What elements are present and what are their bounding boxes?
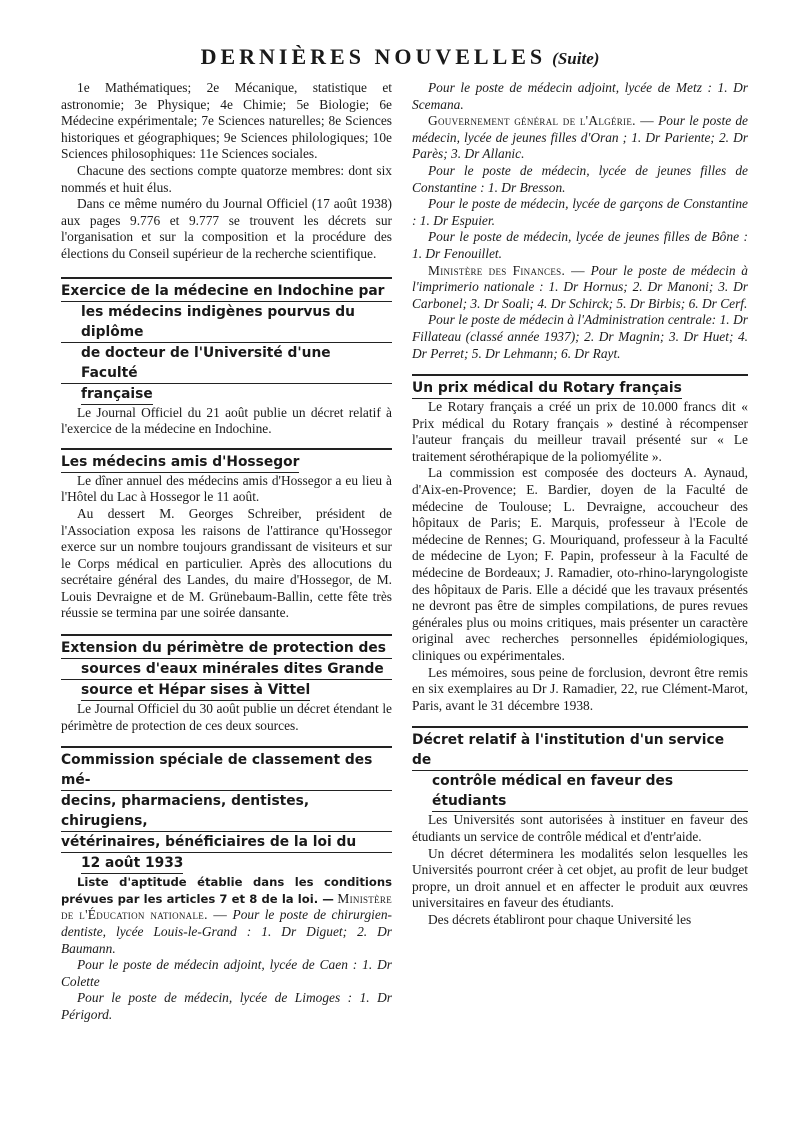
title-text: DERNIÈRES NOUVELLES [200,44,547,69]
paragraph: Les Universités sont autorisées à instituer en faveur des étudiants un service de contrôle médical et d'entr'aide. [412,812,748,844]
title-suite: (Suite) [552,49,600,68]
paragraph: Le Rotary français a créé un prix de 10.000 francs dit « Prix médical du Rotary français » destiné à récompenser l'auteur français du meilleur travail présenté sur « Le traitement sérothérapique de la poliomyélite ». [412,399,748,464]
post-text: Pour le poste de chirurgien-dentiste, lycée Louis-le-Grand : 1. Dr Diguet; 2. Dr Baumann. [61,907,392,956]
heading-line: contrôle médical en faveur des étudiants [432,771,748,812]
right-column [412,80,748,929]
paragraph: Au dessert M. Georges Schreiber, président de l'Association exposa les raisons de l'attirance qu'Hossegor exerce sur un nombre toujours grandissant de visiteurs et sur le Corps médical en particulier. Après des allocutions du secrétaire général des Landes, du maire d'Hossegor, de M. Louis Devraigne et de M. Grünebaum-Ballin, cette fête très réussie se termina par une soirée dansante. [61,505,392,621]
paragraph: Le Journal Officiel du 30 août publie un décret étendant le périmètre de protection de ces deux sources. [61,701,392,733]
paragraph: Pour le poste de médecin adjoint, lycée de Metz : 1. Dr Scemana. [412,80,748,112]
list-intro: Liste d'aptitude établie dans les conditions prévues par les articles 7 et 8 de la loi. — [61,875,392,906]
left-column [61,80,392,1024]
section-heading-controle-medical [412,726,748,812]
paragraph: Pour le poste de médecin, lycée de garçons de Constantine : 1. Dr Espuier. [412,196,748,228]
paragraph: Pour le poste de médecin, lycée de Limoges : 1. Dr Périgord. [61,990,392,1022]
paragraph: Dans ce même numéro du Journal Officiel (17 août 1938) aux pages 9.776 et 9.777 se trouvent les décrets sur l'organisation et sur la composition et la procédure des élections du Conseil supérieur de la recherche scientifique. [61,196,392,261]
paragraph: Pour le poste de médecin, lycée de jeunes filles de Constantine : 1. Dr Bresson. [412,162,748,195]
heading-line: française [81,384,153,405]
heading-line: Un prix médical du Rotary français [412,378,682,399]
section-heading-vittel [61,634,392,701]
paragraph: Chacune des sections compte quatorze membres: dont six nommés et huit élus. [61,162,392,195]
paragraph [61,874,392,957]
heading-line: source et Hépar sises à Vittel [81,680,310,701]
ministry-label: Gouvernement général de l'Algérie. — [428,113,654,129]
paragraph: Le Journal Officiel du 21 août publie un décret relatif à l'exercice de la médecine en Indochine. [61,404,392,437]
section-heading-indochine [61,277,392,405]
ministry-label: Ministère des Finances. — [428,262,585,278]
heading-line: 12 août 1933 [81,853,183,874]
heading-line: sources d'eaux minérales dites Grande [61,659,392,680]
heading-line: Décret relatif à l'institution d'un service de [412,730,748,771]
section-heading-hossegor [61,448,392,473]
paragraph: Le dîner annuel des médecins amis d'Hossegor a eu lieu à l'Hôtel du Lac à Hossegor le 11 août. [61,472,392,505]
paragraph: Les mémoires, sous peine de forclusion, devront être remis en six exemplaires au Dr J. Ramadier, 22, rue Clément-Marot, Paris, avant le 31 décembre 1938. [412,664,748,713]
post-text: Pour le poste de médecin, lycée de jeunes filles d'Oran ; 1. Dr Pariente; 2. Dr Parès; 3. Dr Allanic. [412,113,748,162]
section-heading-commission [61,746,392,874]
paragraph: La commission est composée des docteurs A. Aynaud, d'Aix-en-Provence; E. Bardier, doyen de la Faculté de médecine de Toulouse; L. Devraigne, accoucheur des hôpitaux de Paris; E. Marquis, professeur à l'Ecole de médecine de Rennes; G. Mouriquand, professeur à la Faculté de médecine de Lyon; F. Papin, professeur à la Faculté de médecine de Bordeaux; J. Ramadier, oto-rhino-laryngologiste des hôpitaux de Paris. Elle a décidé que les travaux présentés ne devront pas être de simples compilations, de pures revues générales plus ou moins critiques, mais présenter un caractère original avec recherches personnelles épidémiologiques, cliniques ou expérimentales. [412,465,748,663]
paragraph: Des décrets établiront pour chaque Université les [428,911,692,927]
section-heading-rotary [412,374,748,399]
heading-line: Commission spéciale de classement des mé- [61,750,392,791]
heading-line: vétérinaires, bénéficiaires de la loi du [61,832,392,853]
heading-line: les médecins indigènes pourvus du diplôme [61,302,392,343]
heading-line: Les médecins amis d'Hossegor [61,452,299,473]
paragraph [412,263,748,313]
page-title [0,44,800,70]
paragraph [412,113,748,163]
ministry-label: Ministère de l'Éducation nationale. — [61,890,392,923]
heading-line: Exercice de la médecine en Indochine par [61,281,392,302]
paragraph: Pour le poste de médecin adjoint, lycée de Caen : 1. Dr Colette [61,957,392,989]
heading-line: Extension du périmètre de protection des [61,638,392,659]
heading-line: decins, pharmaciens, dentistes, chirugiens, [61,791,392,832]
heading-line: de docteur de l'Université d'une Faculté [61,343,392,384]
paragraph: Pour le poste de médecin à l'Administration centrale: 1. Dr Fillateau (classé année 1937); 2. Dr Magnin; 3. Dr Huet; 4. Dr Perret; 5. Dr Lehmann; 6. Dr Rayt. [412,312,748,361]
paragraph: 1e Mathématiques; 2e Mécanique, statistique et astronomie; 3e Physique; 4e Chimie; 5e Biologie; 6e Médecine expérimentale; 7e Sciences naturelles; 8e Sciences historiques et géographiques; 9e Sciences philologiques; 10e Sciences philosophiques: 11e Sciences sociales. [61,80,392,162]
post-text: Pour le poste de médecin à l'imprimerio nationale : 1. Dr Hornus; 2. Dr Manoni; 3. Dr Carbonel; 3. Dr Soali; 4. Dr Schirck; 5. Dr Birbis; 6. Dr Cerf. [412,262,748,311]
paragraph: Un décret déterminera les modalités selon lesquelles les Universités pourront créer à cet objet, au profit de leur budget propre, un droit annuel et en affecter le produit aux œuvres universitaires en faveur des étudiants. [412,845,748,911]
paragraph: Pour le poste de médecin, lycée de jeunes filles de Bône : 1. Dr Fenouillet. [412,229,748,261]
